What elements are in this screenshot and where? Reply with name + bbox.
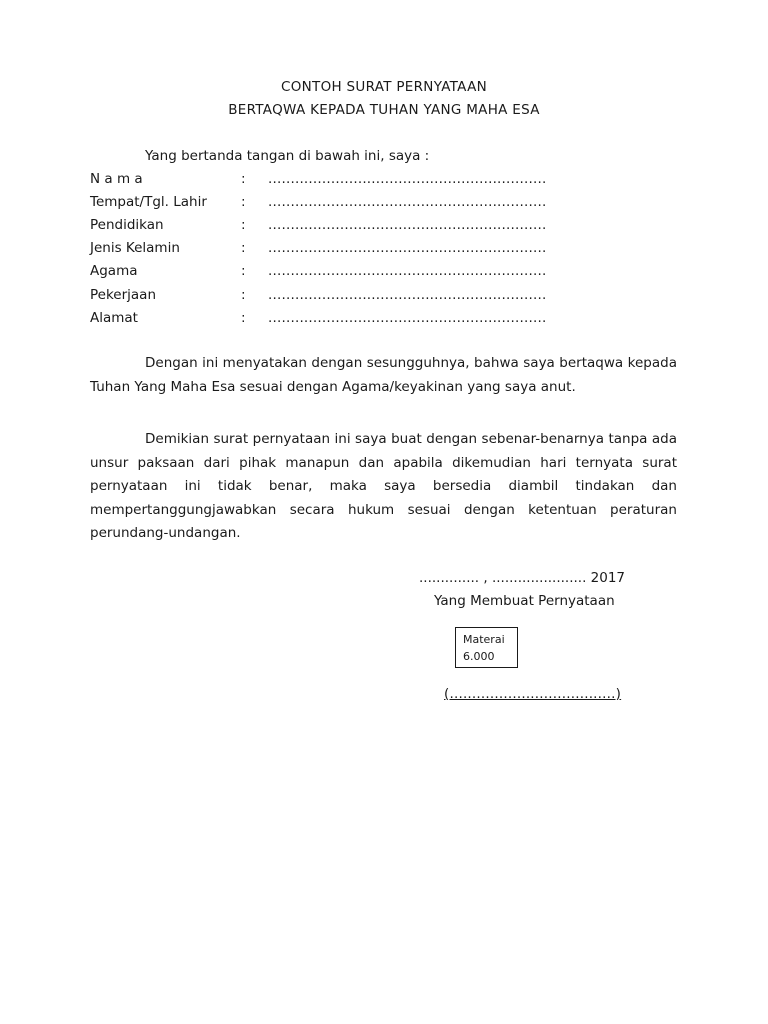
field-colon: : [241,240,246,256]
field-colon: : [241,310,246,326]
field-blank: .............................................................. [268,171,547,187]
field-label: Alamat [90,310,138,326]
field-label: Pendidikan [90,217,164,233]
document-title: CONTOH SURAT PERNYATAAN [280,79,488,95]
closing-paragraph: Demikian surat pernyataan ini saya buat dengan sebenar-benarnya tanpa ada unsur paksaan dari pihak manapun dan apabila dikemudian hari ternyata surat pernyataan ini tidak benar, maka saya bersedia diambil tindakan dan mempertanggungjawabkan secara hukum sesuai dengan ketentuan peraturan perundang-undangan. [90,431,677,541]
statement-paragraph: Dengan ini menyatakan dengan sesungguhnya, bahwa saya bertaqwa kepada Tuhan Yang Maha Esa sesuai dengan Agama/keyakinan yang saya anut. [90,355,677,395]
field-colon: : [241,217,246,233]
field-blank: .............................................................. [268,287,547,303]
field-blank: .............................................................. [268,217,547,233]
field-blank: .............................................................. [268,194,547,210]
stamp-duty-box [455,627,518,668]
field-colon: : [241,171,246,187]
field-colon: : [241,287,246,303]
stamp-value: 6.000 [463,650,495,663]
field-label: Pekerjaan [90,287,157,303]
field-blank: .............................................................. [268,310,547,326]
field-colon: : [241,263,246,279]
field-colon: : [241,194,246,210]
field-label: Tempat/Tgl. Lahir [90,194,207,210]
field-blank: .............................................................. [268,240,547,256]
field-label: Agama [90,263,138,279]
intro-text: Yang bertanda tangan di bawah ini, saya : [145,148,430,164]
place-date-line: .............. , ...................... 2017 [419,570,626,586]
stamp-label: Materai [463,633,505,646]
document-subtitle: BERTAQWA KEPADA TUHAN YANG MAHA ESA [228,102,540,118]
field-label: N a m a [90,171,143,187]
field-blank: .............................................................. [268,263,547,279]
field-label: Jenis Kelamin [90,240,180,256]
signatory-name-blank: (.....................................) [444,686,622,702]
signatory-title: Yang Membuat Pernyataan [434,593,615,609]
